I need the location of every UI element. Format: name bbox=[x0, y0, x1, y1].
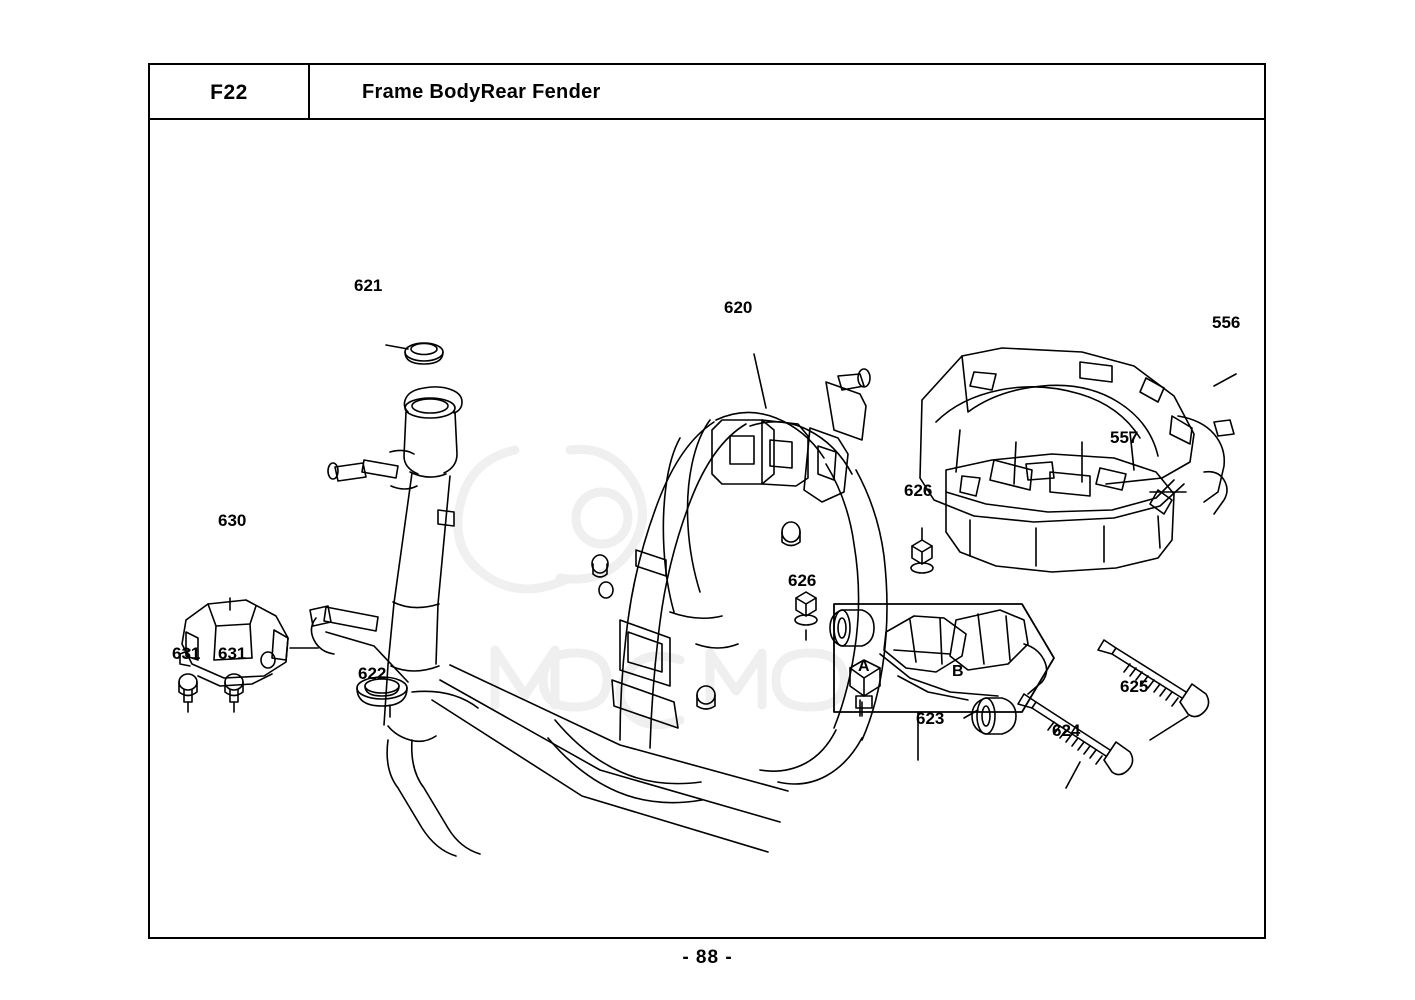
callout-626-upper: 626 bbox=[904, 481, 933, 500]
part-630-hanger-bracket bbox=[180, 600, 288, 686]
diagram-sheet bbox=[148, 63, 1266, 939]
part-631-bolt-a bbox=[179, 674, 197, 702]
callout-620: 620 bbox=[724, 298, 753, 317]
section-code-cell bbox=[150, 65, 310, 120]
page-title: Frame BodyRear Fender bbox=[362, 81, 601, 103]
callout-630: 630 bbox=[218, 511, 247, 530]
callout-622: 622 bbox=[358, 664, 387, 683]
sub-label-a: A bbox=[858, 658, 870, 675]
part-626-nut-a bbox=[911, 540, 933, 573]
parts-illustration bbox=[150, 120, 1264, 939]
leader-621 bbox=[386, 345, 408, 349]
callout-623: 623 bbox=[916, 709, 945, 728]
callout-624: 624 bbox=[1052, 721, 1081, 740]
leader-625 bbox=[1150, 716, 1188, 740]
page-number: - 88 - bbox=[682, 947, 733, 968]
callout-556: 556 bbox=[1212, 313, 1241, 332]
leader-620 bbox=[754, 354, 766, 408]
callout-631-left: 631 bbox=[172, 644, 201, 663]
callout-621: 621 bbox=[354, 276, 383, 295]
sub-label-b: B bbox=[952, 663, 964, 680]
part-556-rear-fender-upper bbox=[920, 348, 1234, 522]
leader-556 bbox=[1214, 374, 1236, 386]
part-625-bolt-long bbox=[1098, 640, 1209, 717]
callout-626-lower: 626 bbox=[788, 571, 817, 590]
watermark-kymco bbox=[458, 449, 844, 724]
section-code: F22 bbox=[210, 80, 248, 104]
part-626-nut-b bbox=[795, 592, 817, 625]
callout-631-right: 631 bbox=[218, 644, 247, 663]
title-bar bbox=[150, 65, 1264, 120]
callout-557: 557 bbox=[1110, 428, 1139, 447]
exploded-view-drawing bbox=[150, 120, 1264, 939]
leader-624 bbox=[1066, 762, 1080, 788]
part-621-dust-seal bbox=[405, 343, 443, 364]
callout-625: 625 bbox=[1120, 677, 1149, 696]
part-557-rear-fender-lower bbox=[946, 454, 1174, 572]
